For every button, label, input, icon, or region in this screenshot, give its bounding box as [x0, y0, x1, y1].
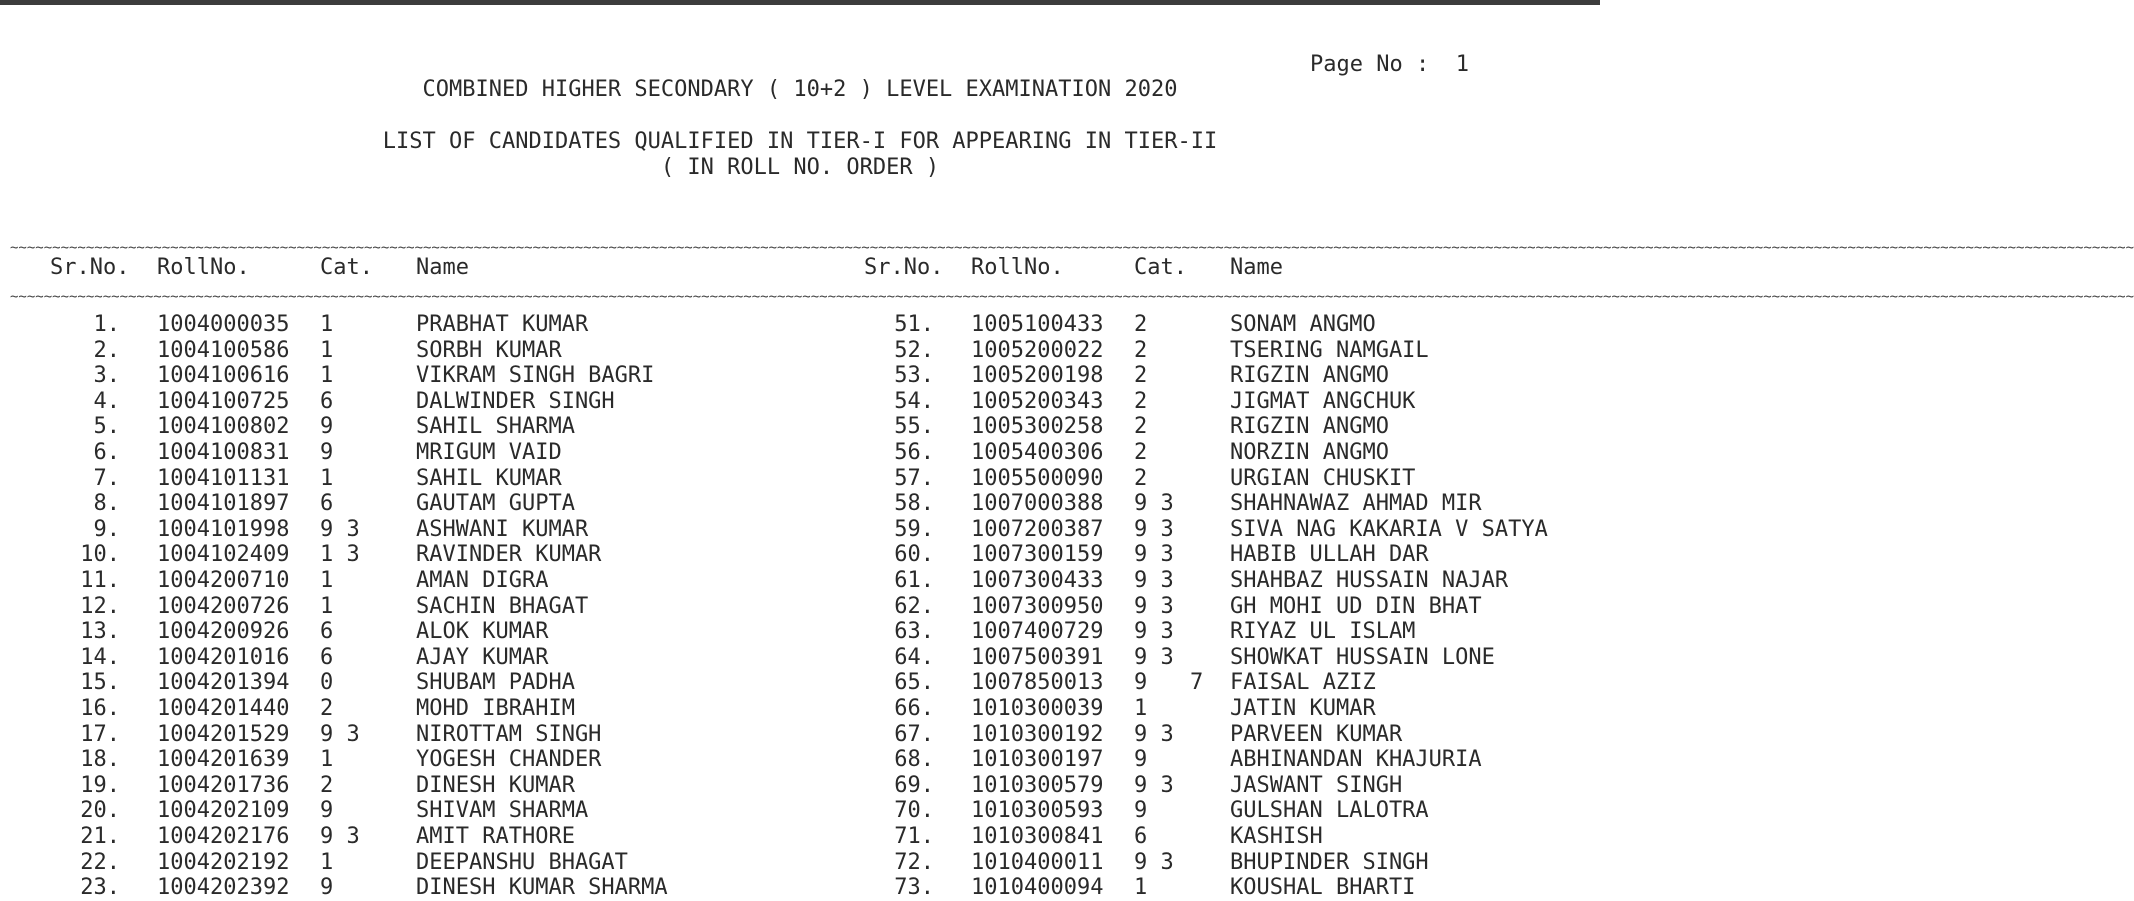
name-cell: GAUTAM GUPTA: [416, 491, 575, 517]
table-row: [0, 875, 1600, 901]
category-cell: 9 3: [1134, 849, 1174, 875]
roll-no-cell: 1004100802: [157, 414, 290, 440]
category-cell: 1 3: [320, 542, 360, 568]
name-cell: SAHIL KUMAR: [416, 465, 562, 491]
sr-cell: 21.: [80, 824, 120, 849]
sr-cell: 51.: [894, 312, 934, 337]
category-cell: 9 3: [1134, 491, 1174, 517]
roll-no-cell: 1004101897: [157, 491, 290, 517]
roll-no-cell: 1007300950: [971, 593, 1104, 619]
name-cell: SAHIL SHARMA: [416, 414, 575, 440]
roll-no-cell: 1010400094: [971, 875, 1104, 901]
header-divider-top: ~~~~~~~~~~~~~~~~~~~~~~~~~~~~~~~~~~~~~~~~~~~~~~~~~~~~~~~~~~~~~~~~~~~~~~~~~~~~~~~~~~~~~~~~~~~~~~~~~~~~~~~~~~~~~~~~~~~~~~~~~~~~~~~~~~~~~~~~~~~~~~~~~~~~~~~~~~~~~~~~~~~~~~~~~~~~~~~~~~~~~~~~~~~~~~~~~~~~~~~~~~~~~~~~~~~~~~~~~~~~~~~~~~~~~~~~~~~~~~~~~~~~~~~~~~~~: [10, 240, 2134, 256]
table-row: [0, 414, 1600, 440]
table-row: [0, 773, 1600, 799]
name-cell: SIVA NAG KAKARIA V SATYA: [1230, 516, 1548, 542]
sr-cell: 73.: [894, 875, 934, 901]
category-cell: 0: [320, 670, 334, 696]
roll-no-cell: 1004201639: [157, 747, 290, 773]
roll-no-cell: 1007300433: [971, 568, 1104, 593]
table-row: [0, 670, 1600, 696]
name-cell: SHIVAM SHARMA: [416, 798, 589, 824]
category-cell: 9: [320, 875, 334, 901]
category-cell: 2: [1134, 440, 1148, 465]
table-row: [0, 568, 1600, 594]
roll-no-cell: 1010300192: [971, 721, 1104, 747]
sr-cell: 69.: [894, 772, 934, 798]
table-row: [0, 466, 1600, 492]
sr-cell: 12.: [80, 593, 120, 619]
sr-cell: 72.: [894, 849, 934, 875]
sr-cell: 13.: [80, 619, 120, 645]
name-cell: NORZIN ANGMO: [1230, 440, 1389, 465]
roll-no-cell: 1004101998: [157, 516, 290, 542]
roll-no-cell: 1007400729: [971, 619, 1104, 645]
sr-cell: 52.: [894, 337, 934, 363]
sr-cell: 2.: [93, 337, 120, 363]
name-cell: SORBH KUMAR: [416, 337, 562, 363]
roll-no-cell: 1004201016: [157, 644, 290, 670]
category-cell: 9 3: [1134, 619, 1174, 645]
sr-cell: 68.: [894, 747, 934, 773]
sr-cell: 9.: [93, 516, 120, 542]
name-cell: SHAHBAZ HUSSAIN NAJAR: [1230, 568, 1509, 593]
order-note: ( IN ROLL NO. ORDER ): [660, 155, 940, 180]
roll-no-cell: 1005100433: [971, 312, 1104, 337]
roll-no-cell: 1010300593: [971, 798, 1104, 824]
name-cell: URGIAN CHUSKIT: [1230, 465, 1416, 491]
category-cell: 2: [320, 772, 334, 798]
name-cell: RIGZIN ANGMO: [1230, 363, 1389, 389]
roll-no-cell: 1004201736: [157, 772, 290, 798]
category-cell: 2: [1134, 337, 1148, 363]
category-cell: 9 3: [320, 516, 360, 542]
table-row: [0, 491, 1600, 517]
category-cell: 2: [320, 696, 334, 721]
roll-no-cell: 1005500090: [971, 465, 1104, 491]
sr-cell: 70.: [894, 798, 934, 824]
name-cell: PARVEEN KUMAR: [1230, 721, 1403, 747]
category-cell: 9 3: [1134, 772, 1174, 798]
roll-no-cell: 1005200343: [971, 388, 1104, 414]
name-cell: VIKRAM SINGH BAGRI: [416, 363, 655, 389]
category-cell: 9 3: [1134, 542, 1174, 568]
top-border: [0, 0, 1600, 5]
name-cell: RIYAZ UL ISLAM: [1230, 619, 1416, 645]
roll-no-cell: 1010400011: [971, 849, 1104, 875]
name-cell: KASHISH: [1230, 824, 1323, 849]
name-cell: GULSHAN LALOTRA: [1230, 798, 1429, 824]
table-row: [0, 338, 1600, 364]
category-cell: 2: [1134, 465, 1148, 491]
roll-no-cell: 1004202109: [157, 798, 290, 824]
roll-no-cell: 1005200198: [971, 363, 1104, 389]
sr-cell: 54.: [894, 388, 934, 414]
table-row: [0, 440, 1600, 466]
roll-no-cell: 1010300841: [971, 824, 1104, 849]
roll-no-cell: 1004102409: [157, 542, 290, 568]
roll-no-cell: 1004200726: [157, 593, 290, 619]
table-row: [0, 696, 1600, 722]
column-header-roll-left: RollNo.: [157, 255, 250, 280]
name-cell: FAISAL AZIZ: [1230, 670, 1376, 696]
name-cell: BHUPINDER SINGH: [1230, 849, 1429, 875]
roll-no-cell: 1007000388: [971, 491, 1104, 517]
roll-no-cell: 1004101131: [157, 465, 290, 491]
name-cell: HABIB ULLAH DAR: [1230, 542, 1429, 568]
sr-cell: 59.: [894, 516, 934, 542]
roll-no-cell: 1007300159: [971, 542, 1104, 568]
sr-cell: 55.: [894, 414, 934, 440]
name-cell: NIROTTAM SINGH: [416, 721, 602, 747]
category-cell: 9: [320, 440, 334, 465]
name-cell: RAVINDER KUMAR: [416, 542, 602, 568]
name-cell: SACHIN BHAGAT: [416, 593, 589, 619]
table-row: [0, 798, 1600, 824]
name-cell: JASWANT SINGH: [1230, 772, 1403, 798]
sr-cell: 60.: [894, 542, 934, 568]
name-cell: JIGMAT ANGCHUK: [1230, 388, 1416, 414]
category-cell: 9 3: [1134, 516, 1174, 542]
sr-cell: 4.: [93, 388, 120, 414]
table-row: [0, 619, 1600, 645]
name-cell: AJAY KUMAR: [416, 644, 549, 670]
sr-cell: 19.: [80, 772, 120, 798]
sr-cell: 16.: [80, 696, 120, 721]
roll-no-cell: 1010300197: [971, 747, 1104, 773]
sr-cell: 10.: [80, 542, 120, 568]
exam-title: COMBINED HIGHER SECONDARY ( 10+2 ) LEVEL EXAMINATION 2020: [422, 77, 1178, 102]
sr-cell: 53.: [894, 363, 934, 389]
category-cell: 1: [320, 363, 334, 389]
sr-cell: 17.: [80, 721, 120, 747]
column-header-cat-right: Cat.: [1134, 255, 1187, 280]
sr-cell: 20.: [80, 798, 120, 824]
name-cell: RIGZIN ANGMO: [1230, 414, 1389, 440]
roll-no-cell: 1004100831: [157, 440, 290, 465]
name-cell: JATIN KUMAR: [1230, 696, 1376, 721]
roll-no-cell: 1004202176: [157, 824, 290, 849]
sr-cell: 23.: [80, 875, 120, 901]
category-cell: 1: [1134, 696, 1148, 721]
roll-no-cell: 1004000035: [157, 312, 290, 337]
roll-no-cell: 1005200022: [971, 337, 1104, 363]
roll-no-cell: 1004200710: [157, 568, 290, 593]
table-row: [0, 645, 1600, 671]
category-cell: 1: [320, 337, 334, 363]
sr-cell: 6.: [93, 440, 120, 465]
roll-no-cell: 1004100586: [157, 337, 290, 363]
table-row: [0, 722, 1600, 748]
category-extra-cell: 7: [1190, 670, 1204, 696]
sr-cell: 62.: [894, 593, 934, 619]
category-cell: 6: [320, 388, 334, 414]
column-header-name-left: Name: [416, 255, 469, 280]
name-cell: DALWINDER SINGH: [416, 388, 615, 414]
category-cell: 9 3: [320, 721, 360, 747]
sr-cell: 65.: [894, 670, 934, 696]
category-cell: 9 3: [1134, 721, 1174, 747]
sr-cell: 63.: [894, 619, 934, 645]
sr-cell: 22.: [80, 849, 120, 875]
header-divider-bottom: ~~~~~~~~~~~~~~~~~~~~~~~~~~~~~~~~~~~~~~~~~~~~~~~~~~~~~~~~~~~~~~~~~~~~~~~~~~~~~~~~~~~~~~~~~~~~~~~~~~~~~~~~~~~~~~~~~~~~~~~~~~~~~~~~~~~~~~~~~~~~~~~~~~~~~~~~~~~~~~~~~~~~~~~~~~~~~~~~~~~~~~~~~~~~~~~~~~~~~~~~~~~~~~~~~~~~~~~~~~~~~~~~~~~~~~~~~~~~~~~~~~~~~~~~~~~~: [10, 289, 2134, 305]
roll-no-cell: 1007850013: [971, 670, 1104, 696]
name-cell: DEEPANSHU BHAGAT: [416, 849, 628, 875]
name-cell: KOUSHAL BHARTI: [1230, 875, 1416, 901]
category-cell: 9: [1134, 747, 1148, 773]
list-subtitle: LIST OF CANDIDATES QUALIFIED IN TIER-I FOR APPEARING IN TIER-II: [382, 129, 1218, 154]
table-row: [0, 594, 1600, 620]
name-cell: MOHD IBRAHIM: [416, 696, 575, 721]
page-no-label: Page No :: [1310, 52, 1430, 77]
roll-no-cell: 1010300039: [971, 696, 1104, 721]
name-cell: ASHWANI KUMAR: [416, 516, 589, 542]
column-header-sr-left: Sr.No.: [50, 255, 130, 280]
category-cell: 9: [1134, 670, 1148, 696]
category-cell: 1: [320, 312, 334, 337]
category-cell: 9 3: [1134, 644, 1174, 670]
sr-cell: 7.: [93, 465, 120, 491]
page-number: [1310, 52, 1469, 77]
name-cell: ALOK KUMAR: [416, 619, 549, 645]
roll-no-cell: 1007200387: [971, 516, 1104, 542]
sr-cell: 71.: [894, 824, 934, 849]
sr-cell: 64.: [894, 644, 934, 670]
table-row: [0, 850, 1600, 876]
table-row: [0, 389, 1600, 415]
name-cell: MRIGUM VAID: [416, 440, 562, 465]
sr-cell: 57.: [894, 465, 934, 491]
category-cell: 9 3: [1134, 568, 1174, 593]
category-cell: 9: [1134, 798, 1148, 824]
roll-no-cell: 1004201394: [157, 670, 290, 696]
roll-no-cell: 1007500391: [971, 644, 1104, 670]
name-cell: ABHINANDAN KHAJURIA: [1230, 747, 1482, 773]
sr-cell: 18.: [80, 747, 120, 773]
category-cell: 9: [320, 414, 334, 440]
category-cell: 6: [320, 619, 334, 645]
category-cell: 1: [320, 747, 334, 773]
category-cell: 6: [1134, 824, 1148, 849]
sr-cell: 66.: [894, 696, 934, 721]
category-cell: 9 3: [1134, 593, 1174, 619]
table-row: [0, 312, 1600, 338]
sr-cell: 67.: [894, 721, 934, 747]
table-row: [0, 747, 1600, 773]
category-cell: 6: [320, 644, 334, 670]
category-cell: 1: [320, 849, 334, 875]
name-cell: DINESH KUMAR SHARMA: [416, 875, 668, 901]
category-cell: 2: [1134, 414, 1148, 440]
sr-cell: 5.: [93, 414, 120, 440]
roll-no-cell: 1004202392: [157, 875, 290, 901]
sr-cell: 11.: [80, 568, 120, 593]
sr-cell: 61.: [894, 568, 934, 593]
category-cell: 1: [320, 465, 334, 491]
category-cell: 9: [320, 798, 334, 824]
column-header-name-right: Name: [1230, 255, 1283, 280]
name-cell: AMIT RATHORE: [416, 824, 575, 849]
sr-cell: 8.: [93, 491, 120, 517]
table-row: [0, 824, 1600, 850]
category-cell: 1: [1134, 875, 1148, 901]
name-cell: AMAN DIGRA: [416, 568, 549, 593]
table-row: [0, 542, 1600, 568]
category-cell: 9 3: [320, 824, 360, 849]
sr-cell: 58.: [894, 491, 934, 517]
roll-no-cell: 1010300579: [971, 772, 1104, 798]
column-header-roll-right: RollNo.: [971, 255, 1064, 280]
roll-no-cell: 1004201440: [157, 696, 290, 721]
name-cell: SHOWKAT HUSSAIN LONE: [1230, 644, 1495, 670]
column-header-cat-left: Cat.: [320, 255, 373, 280]
name-cell: DINESH KUMAR: [416, 772, 575, 798]
table-row: [0, 517, 1600, 543]
sr-cell: 56.: [894, 440, 934, 465]
roll-no-cell: 1005300258: [971, 414, 1104, 440]
roll-no-cell: 1004201529: [157, 721, 290, 747]
category-cell: 2: [1134, 312, 1148, 337]
roll-no-cell: 1004200926: [157, 619, 290, 645]
roll-no-cell: 1004100616: [157, 363, 290, 389]
sr-cell: 1.: [93, 312, 120, 337]
name-cell: SONAM ANGMO: [1230, 312, 1376, 337]
category-cell: 1: [320, 593, 334, 619]
name-cell: SHUBAM PADHA: [416, 670, 575, 696]
sr-cell: 3.: [93, 363, 120, 389]
roll-no-cell: 1004100725: [157, 388, 290, 414]
column-header-sr-right: Sr.No.: [864, 255, 944, 280]
roll-no-cell: 1004202192: [157, 849, 290, 875]
sr-cell: 14.: [80, 644, 120, 670]
page-no-value: 1: [1455, 52, 1469, 77]
name-cell: PRABHAT KUMAR: [416, 312, 589, 337]
name-cell: SHAHNAWAZ AHMAD MIR: [1230, 491, 1482, 517]
name-cell: GH MOHI UD DIN BHAT: [1230, 593, 1482, 619]
table-row: [0, 363, 1600, 389]
category-cell: 1: [320, 568, 334, 593]
roll-no-cell: 1005400306: [971, 440, 1104, 465]
name-cell: TSERING NAMGAIL: [1230, 337, 1429, 363]
category-cell: 6: [320, 491, 334, 517]
category-cell: 2: [1134, 388, 1148, 414]
category-cell: 2: [1134, 363, 1148, 389]
name-cell: YOGESH CHANDER: [416, 747, 602, 773]
sr-cell: 15.: [80, 670, 120, 696]
